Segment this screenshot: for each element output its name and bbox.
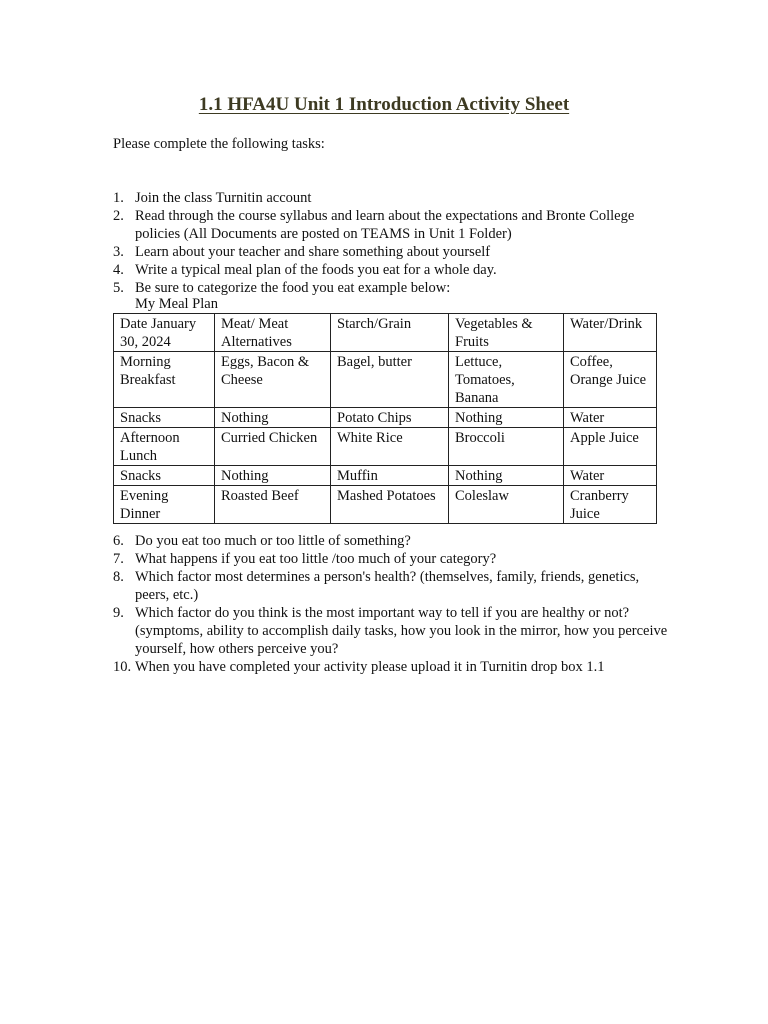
list-number: 2. <box>113 208 124 224</box>
meal-plan-label: My Meal Plan <box>135 296 218 312</box>
task-list-part-2 <box>113 532 673 676</box>
list-number: 9. <box>113 605 124 621</box>
list-number: 6. <box>113 533 124 549</box>
list-item <box>113 568 673 604</box>
list-number: 3. <box>113 244 124 260</box>
list-item <box>113 532 673 550</box>
table-header-cell: Vegetables & Fruits <box>449 314 564 352</box>
table-cell: Evening Dinner <box>114 486 215 524</box>
list-item <box>113 207 673 243</box>
table-cell: Snacks <box>114 408 215 428</box>
task-list-part-1 <box>113 189 673 297</box>
intro-text: Please complete the following tasks: <box>113 136 325 152</box>
table-cell: White Rice <box>331 428 449 466</box>
table-cell: Roasted Beef <box>215 486 331 524</box>
table-cell: Apple Juice <box>564 428 657 466</box>
table-row <box>114 352 657 408</box>
table-row <box>114 408 657 428</box>
table-header-cell: Starch/Grain <box>331 314 449 352</box>
list-number: 8. <box>113 569 124 585</box>
table-row <box>114 428 657 466</box>
table-cell: Cranberry Juice <box>564 486 657 524</box>
list-item <box>113 658 673 676</box>
list-item <box>113 189 673 207</box>
table-cell: Nothing <box>449 408 564 428</box>
list-number: 4. <box>113 262 124 278</box>
table-cell: Nothing <box>449 466 564 486</box>
list-number: 5. <box>113 280 124 296</box>
list-number: 7. <box>113 551 124 567</box>
table-cell: Curried Chicken <box>215 428 331 466</box>
list-item-text: Read through the course syllabus and learn about the expectations and Bronte College policies (All Documents are posted on TEAMS in Unit 1 Folder) <box>135 208 635 242</box>
list-number: 1. <box>113 190 124 206</box>
list-item-text: What happens if you eat too little /too much of your category? <box>135 551 497 567</box>
table-cell: Lettuce, Tomatoes, Banana <box>449 352 564 408</box>
table-cell: Morning Breakfast <box>114 352 215 408</box>
table-header-cell: Meat/ Meat Alternatives <box>215 314 331 352</box>
table-cell: Broccoli <box>449 428 564 466</box>
list-item-text: Which factor most determines a person's health? (themselves, family, friends, genetics, peers, etc.) <box>135 569 640 603</box>
table-cell: Eggs, Bacon & Cheese <box>215 352 331 408</box>
table-cell: Coleslaw <box>449 486 564 524</box>
table-cell: Potato Chips <box>331 408 449 428</box>
table-cell: Bagel, butter <box>331 352 449 408</box>
table-cell: Water <box>564 466 657 486</box>
table-header-cell: Date January 30, 2024 <box>114 314 215 352</box>
list-item-text: When you have completed your activity please upload it in Turnitin drop box 1.1 <box>135 659 605 675</box>
list-item-text: Which factor do you think is the most important way to tell if you are healthy or not? (symptoms, ability to accomplish daily tasks, how you look in the mirror, how you perceive yourself, how others perceive you? <box>135 605 668 657</box>
table-cell: Snacks <box>114 466 215 486</box>
table-cell: Water <box>564 408 657 428</box>
table-header-cell: Water/Drink <box>564 314 657 352</box>
table-cell: Muffin <box>331 466 449 486</box>
table-cell: Afternoon Lunch <box>114 428 215 466</box>
table-cell: Nothing <box>215 408 331 428</box>
table-cell: Mashed Potatoes <box>331 486 449 524</box>
list-item-text: Join the class Turnitin account <box>135 190 312 206</box>
table-cell: Coffee, Orange Juice <box>564 352 657 408</box>
list-item <box>113 261 673 279</box>
list-item-text: Write a typical meal plan of the foods you eat for a whole day. <box>135 262 497 278</box>
table-row <box>114 466 657 486</box>
list-item-text: Do you eat too much or too little of something? <box>135 533 411 549</box>
table-row <box>114 486 657 524</box>
list-number: 10. <box>113 659 132 675</box>
list-item <box>113 243 673 261</box>
list-item-text: Learn about your teacher and share something about yourself <box>135 244 491 260</box>
table-cell: Nothing <box>215 466 331 486</box>
list-item <box>113 604 673 658</box>
table-header-row <box>114 314 657 352</box>
list-item <box>113 550 673 568</box>
meal-plan-table <box>113 313 657 524</box>
list-item-text: Be sure to categorize the food you eat example below: <box>135 280 451 296</box>
page-title: 1.1 HFA4U Unit 1 Introduction Activity Sheet <box>198 94 570 115</box>
